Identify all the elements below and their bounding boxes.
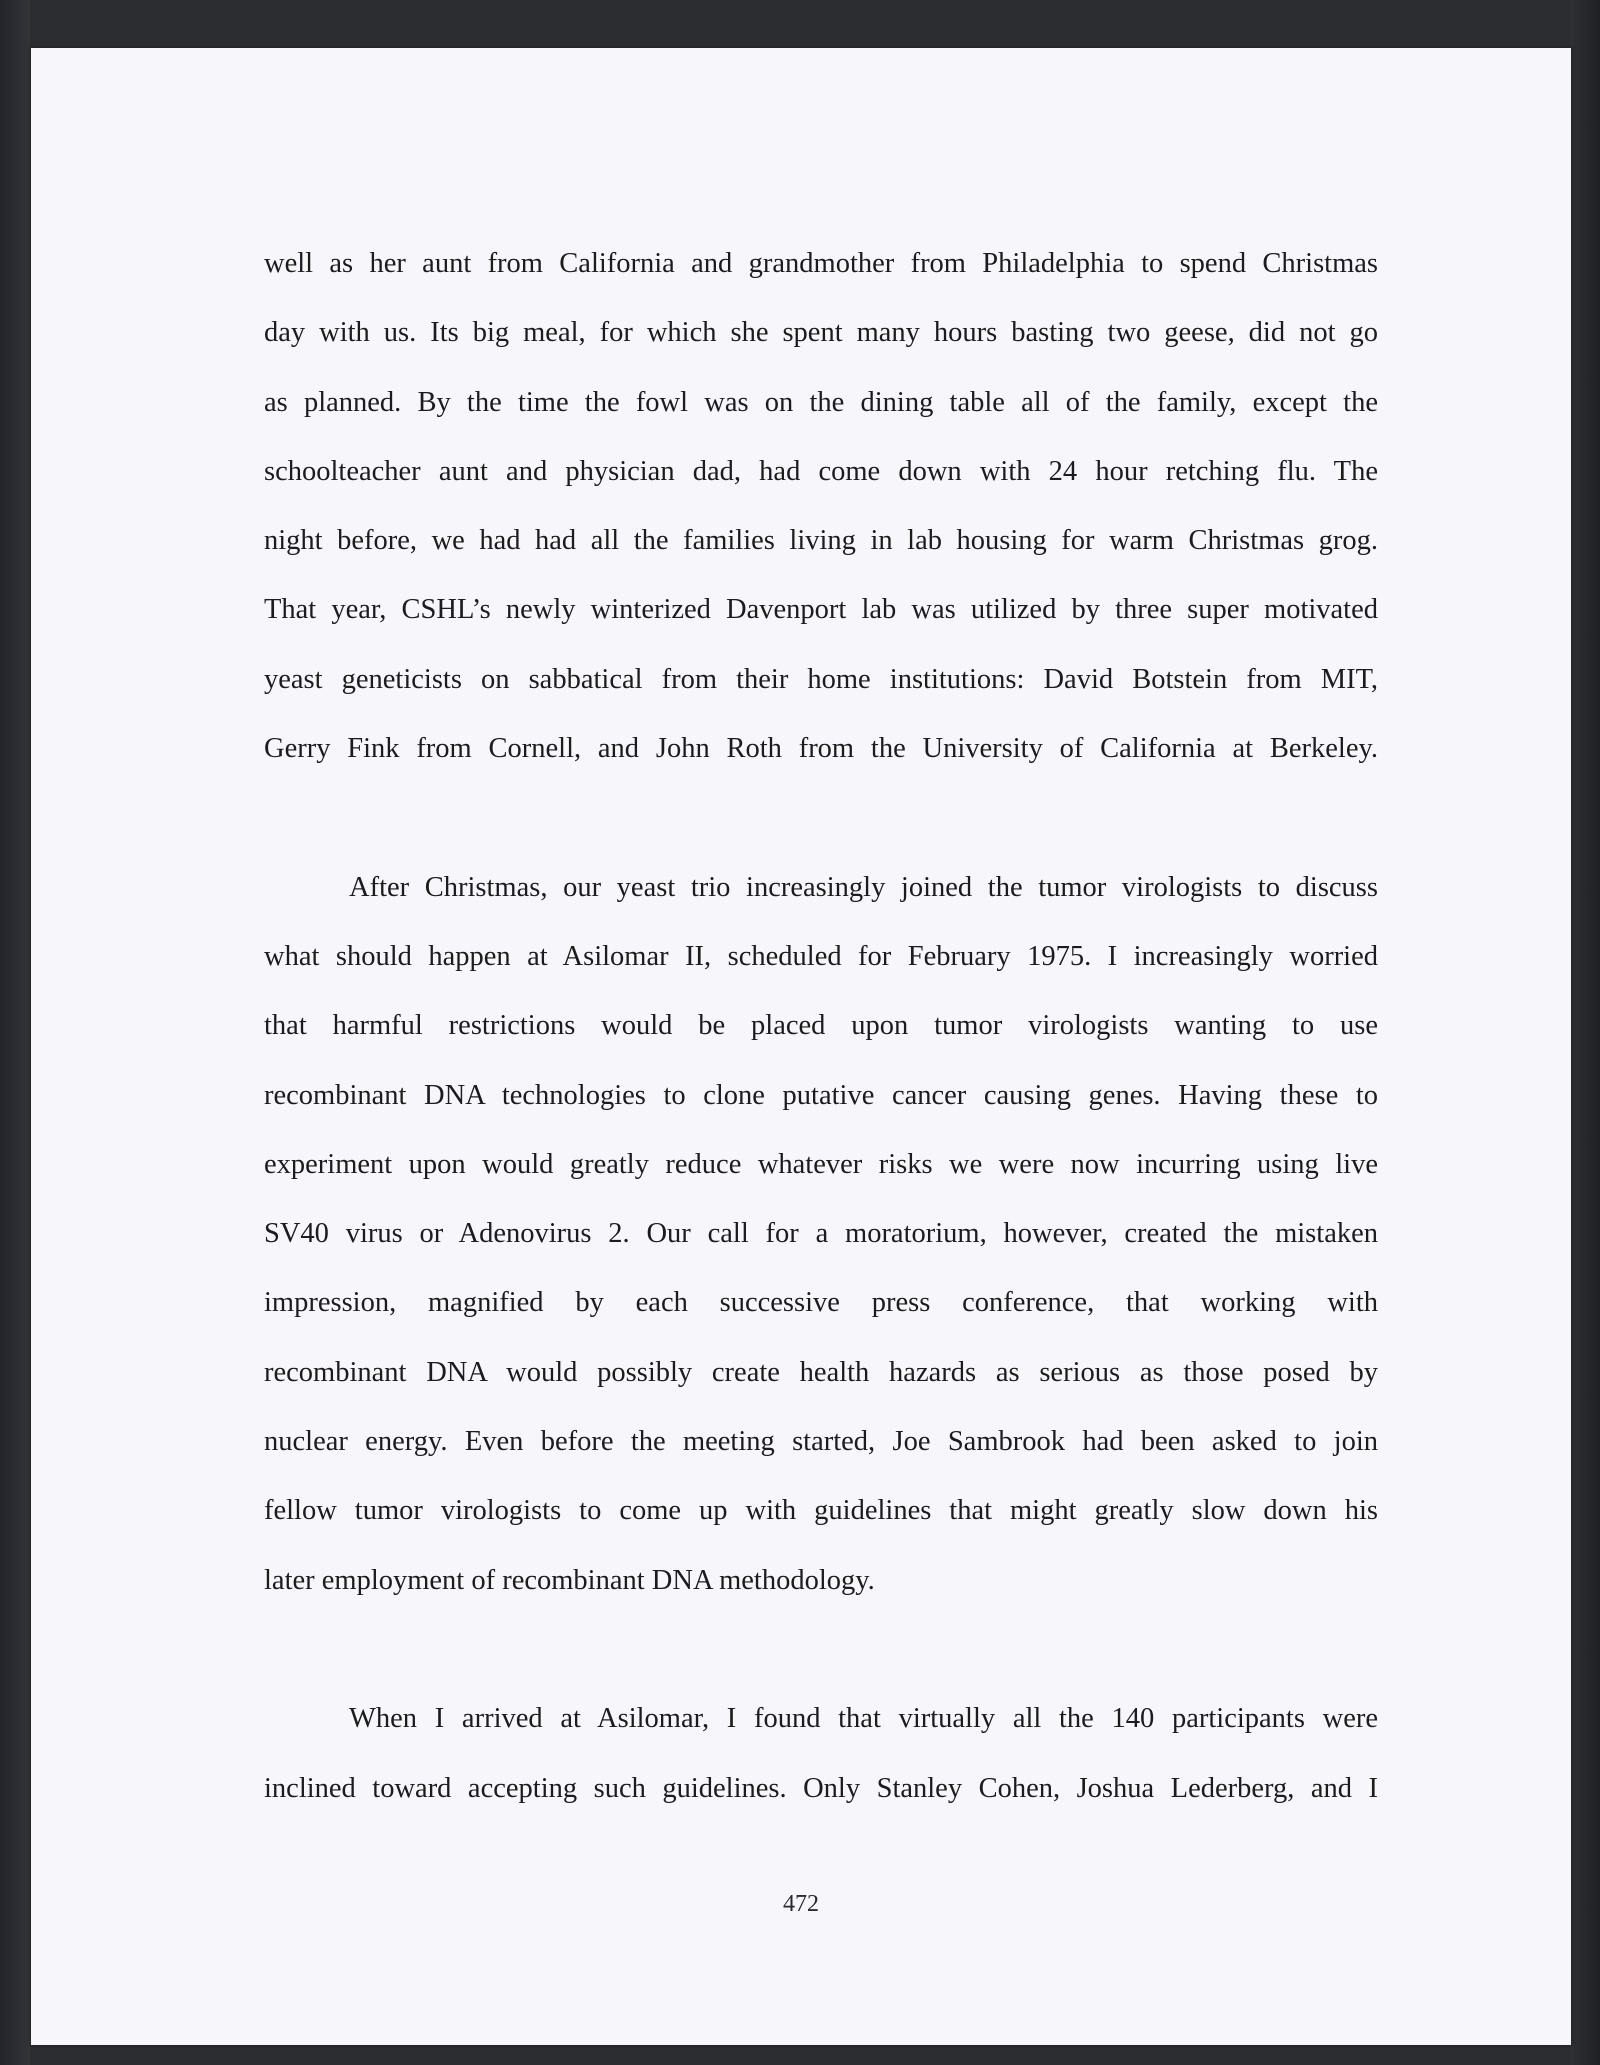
text-line: what should happen at Asilomar II, scheduled for February 1975. I increasingly worried [264, 940, 1378, 972]
text-line: nuclear energy. Even before the meeting started, Joe Sambrook had been asked to join [264, 1426, 1378, 1458]
text-line: fellow tumor virologists to come up with guidelines that might greatly slow down his [264, 1495, 1378, 1527]
text-line: After Christmas, our yeast trio increasingly joined the tumor virologists to discuss [349, 871, 1378, 903]
text-line: That year, CSHL’s newly winterized Davenport lab was utilized by three super motivated [264, 594, 1378, 626]
paragraph-1 [264, 229, 1378, 783]
paragraph-3 [264, 1684, 1378, 1823]
text-line: Gerry Fink from Cornell, and John Roth from the University of California at Berkeley. [264, 733, 1378, 765]
page-number: 472 [783, 1891, 819, 1917]
text-line: that harmful restrictions would be placed upon tumor virologists wanting to use [264, 1010, 1378, 1042]
paragraph-gap [264, 783, 1378, 852]
text-line: When I arrived at Asilomar, I found that virtually all the 140 participants were [349, 1703, 1378, 1735]
text-line: recombinant DNA would possibly create health hazards as serious as those posed by [264, 1356, 1378, 1388]
text-line: well as her aunt from California and grandmother from Philadelphia to spend Christmas [264, 248, 1378, 279]
text-line: SV40 virus or Adenovirus 2. Our call for a moratorium, however, created the mistaken [264, 1218, 1378, 1250]
scanner-background-right [1570, 0, 1600, 2065]
text-line-last: later employment of recombinant DNA methodology. [264, 1564, 875, 1596]
scanner-background-left [0, 0, 30, 2065]
paragraph-gap [264, 1615, 1378, 1684]
document-page [31, 48, 1571, 2045]
text-line: yeast geneticists on sabbatical from their home institutions: David Botstein from MIT, [264, 663, 1378, 695]
text-line: impression, magnified by each successive press conference, that working with [264, 1287, 1378, 1319]
text-line: as planned. By the time the fowl was on the dining table all of the family, except the [264, 386, 1378, 418]
text-line: schoolteacher aunt and physician dad, had come down with 24 hour retching flu. The [264, 455, 1378, 487]
text-line: experiment upon would greatly reduce whatever risks we were now incurring using live [264, 1148, 1378, 1180]
text-line: night before, we had had all the families living in lab housing for warm Christmas grog. [264, 525, 1378, 557]
text-line: recombinant DNA technologies to clone putative cancer causing genes. Having these to [264, 1079, 1378, 1111]
paragraph-2 [264, 853, 1378, 1615]
body-text [264, 229, 1378, 1823]
text-line: day with us. Its big meal, for which she spent many hours basting two geese, did not go [264, 317, 1378, 349]
text-line: inclined toward accepting such guidelines. Only Stanley Cohen, Joshua Lederberg, and I [264, 1772, 1378, 1804]
